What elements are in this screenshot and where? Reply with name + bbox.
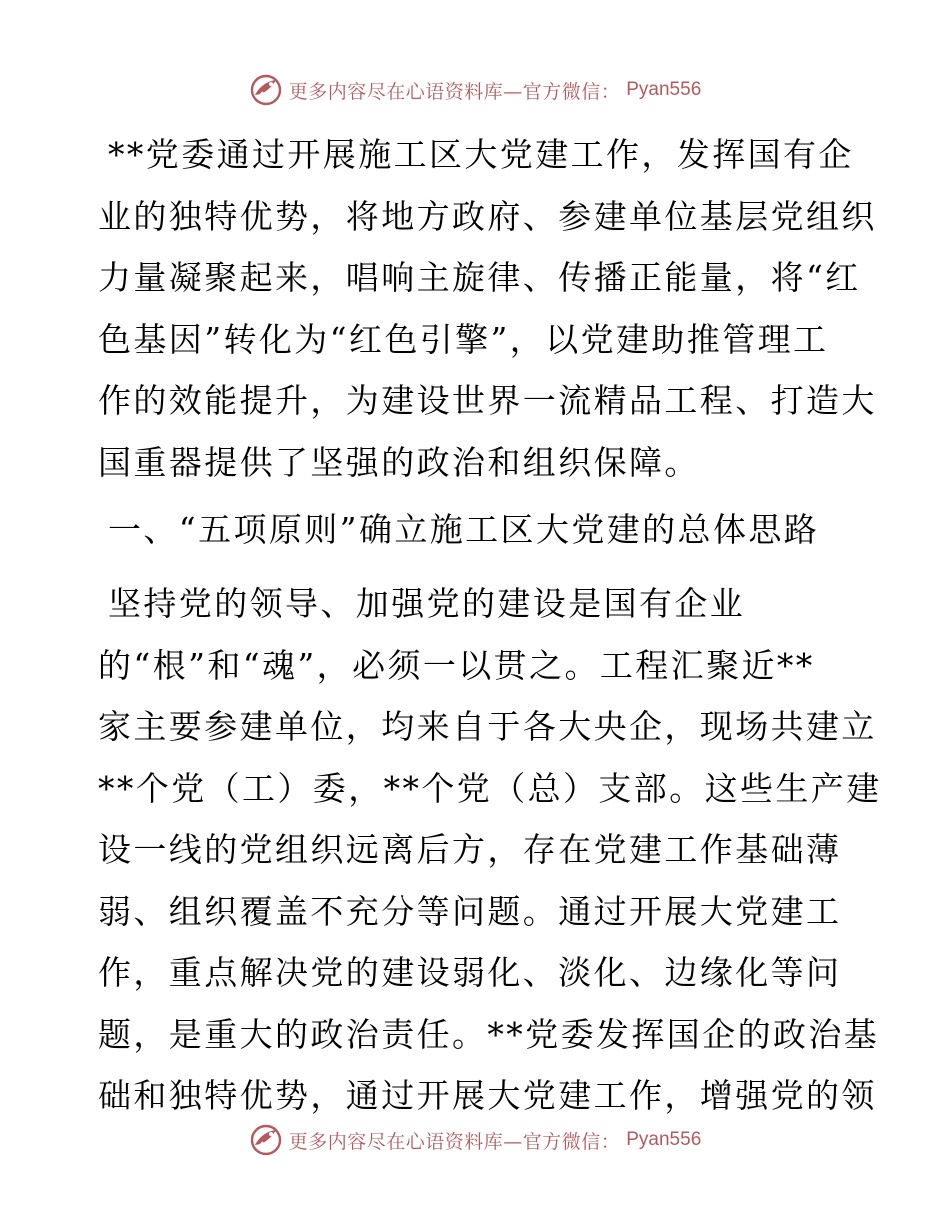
pen-nib-logo-icon (249, 73, 283, 107)
watermark-wechat-id: Pyan556 (626, 79, 702, 100)
text-line: 家主要参建单位，均来自于各大央企，现场共建立 (98, 707, 877, 746)
text-line: 坚持党的领导、加强党的建设是国有企业 (108, 584, 746, 623)
text-line: 础和独特优势，通过开展大党建工作，增强党的领 (98, 1076, 877, 1115)
text-line: **个党（工）委，**个党（总）支部。这些生产建 (98, 768, 882, 808)
text-line: 力量凝聚起来，唱响主旋律、传播正能量，将“红 (98, 258, 861, 297)
watermark-text: 更多内容尽在心语资料库—官方微信： (288, 1130, 621, 1153)
text-line: 设一线的党组织远离后方，存在党建工作基础薄 (98, 830, 842, 869)
watermark-wechat-id: Pyan556 (626, 1129, 702, 1150)
document-body (98, 124, 882, 1127)
paragraph-section-1 (98, 573, 882, 1127)
watermark-text: 更多内容尽在心语资料库—官方微信： (288, 80, 621, 103)
text-line: **党委通过开展施工区大党建工作，发挥国有企 (108, 135, 854, 174)
pen-nib-logo-icon (249, 1123, 283, 1157)
section-heading: 一、“五项原则”确立施工区大党建的总体思路 (108, 510, 820, 549)
footer-watermark (0, 1120, 950, 1160)
text-line: 业的独特优势，将地方政府、参建单位基层党组织 (98, 196, 877, 236)
text-line: 作的效能提升，为建设世界一流精品工程、打造大 (98, 381, 877, 420)
text-line: 弱、组织覆盖不充分等问题。通过开展大党建工 (98, 891, 842, 931)
text-line: 作，重点解决党的建设弱化、淡化、边缘化等问 (98, 953, 842, 992)
header-watermark (0, 70, 950, 110)
text-line: 的“根”和“魂”，必须一以贯之。工程汇聚近** (98, 645, 815, 685)
text-line: 国重器提供了坚强的政治和组织保障。 (98, 442, 700, 482)
text-line: 色基因”转化为“红色引擎”，以党建助推管理工 (98, 319, 829, 359)
paragraph-intro (98, 124, 877, 493)
text-line: 题，是重大的政治责任。**党委发挥国企的政治基 (98, 1014, 880, 1054)
